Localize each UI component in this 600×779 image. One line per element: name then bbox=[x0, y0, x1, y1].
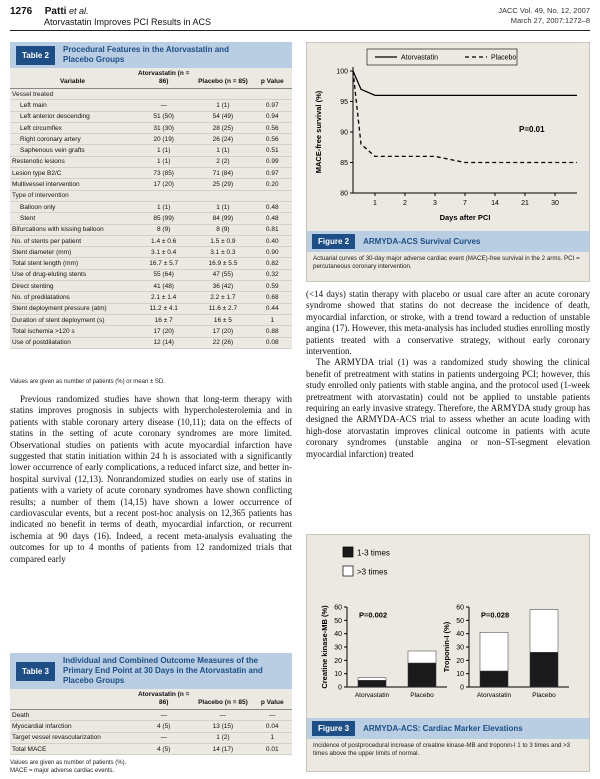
y-axis-label: MACE-free survival (%) bbox=[314, 90, 323, 174]
paragraph-statins-background: Previous randomized studies have shown that long-term therapy with statins improves prognosis in subjects with hypercholesterolemia and in patients with stable coronary artery disease (10,11); data on the effects of statins in the setting of acute coronary syndromes are more limited. Observational studies on patients with acute myocardial infarction have suggested that statin initiation within 24 h is associated with a significantly lower occurrence of early complications, a reduced infarct size, and better in-hospital survival (12,13). Nonrandomized studies on early use of statins in patients with a variety of acute coronary syndromes have shown conflicting results; a number of them (14,15) have shown a lower occurrence of cardiovascular events, but a recent post-hoc analysis on 12,365 patients has indicated no benefit in terms of death, myocardial infarction, or recurrent ischemia at 90 days (16). Indeed, a recent meta-analysis evaluating the outcomes for up to 4 months of patients from 12 randomized trials that compared early bbox=[10, 394, 292, 564]
y-tick-label: 10 bbox=[456, 671, 464, 679]
table-3-note-mace: MACE = major adverse cardiac events. bbox=[10, 768, 115, 774]
table-cell: 31 (30) bbox=[134, 122, 193, 133]
table-cell: — bbox=[134, 100, 193, 111]
table-cell: 36 (42) bbox=[193, 281, 252, 292]
table-cell: 0.94 bbox=[253, 111, 292, 122]
table-cell: 0.48 bbox=[253, 201, 292, 212]
table-row bbox=[10, 134, 292, 145]
table-cell: 25 (29) bbox=[193, 179, 252, 190]
page-number: 1276 bbox=[10, 6, 33, 17]
table-cell: — bbox=[193, 710, 252, 721]
row-label: No. of predilatations bbox=[10, 292, 134, 303]
table-row bbox=[10, 721, 292, 732]
x-tick-label: 1 bbox=[373, 200, 377, 207]
figure-2-header bbox=[307, 231, 589, 252]
table-row bbox=[10, 213, 292, 224]
table-3-col-blank bbox=[10, 689, 134, 710]
y-tick-label: 50 bbox=[334, 617, 342, 625]
row-label: Multivessel intervention bbox=[10, 179, 134, 190]
figure-3-title: ARMYDA-ACS: Cardiac Marker Elevations bbox=[363, 724, 523, 733]
y-tick-label: 60 bbox=[456, 604, 464, 612]
paragraph-armyda-trial: The ARMYDA trial (1) was a randomized study showing the clinical benefit of pretreatment with statins in patients undergoing PCI; however, this study enrolled only patients with stable angina, and the protocol used (1-week pretreatment with atorvastatin) could not be applied to unstable patients requiring an early invasive strategy. Therefore, the ARMYDA study group has designed the ARMYDA-ACS trial to assess whether an acute loading with high-dose atorvastatin improves clinical outcome in patients with acute coronary syndromes (unstable angina or non–ST-segment elevation myocardial infarction) treated bbox=[306, 357, 590, 459]
table-row bbox=[10, 247, 292, 258]
y-tick-label: 20 bbox=[334, 657, 342, 665]
table-cell: 1 (1) bbox=[193, 201, 252, 212]
y-tick-label: 0 bbox=[460, 684, 464, 692]
x-tick-label: 21 bbox=[521, 200, 529, 207]
row-label: Use of postdilatation bbox=[10, 337, 134, 348]
table-cell: 11.2 ± 4.1 bbox=[134, 303, 193, 314]
legend-swatch bbox=[343, 547, 353, 557]
table-cell: 0.48 bbox=[253, 213, 292, 224]
table-cell: 41 (48) bbox=[134, 281, 193, 292]
bar-segment-1-3x bbox=[408, 663, 436, 687]
legend-swatch bbox=[343, 566, 353, 576]
marker-bar-charts bbox=[307, 535, 589, 713]
table-2-col-pvalue: p Value bbox=[253, 68, 292, 89]
table-row bbox=[10, 235, 292, 246]
row-label: Target vessel revascularization bbox=[10, 732, 134, 743]
table-3-col-placebo: Placebo (n = 85) bbox=[193, 689, 252, 710]
table-cell: 0.97 bbox=[253, 168, 292, 179]
table-cell bbox=[134, 89, 193, 100]
row-label: Stent diameter (mm) bbox=[10, 247, 134, 258]
series-line-placebo bbox=[353, 71, 577, 163]
table-cell: 13 (15) bbox=[193, 721, 252, 732]
table-cell: 0.20 bbox=[253, 179, 292, 190]
table-row bbox=[10, 269, 292, 280]
table-2-grid bbox=[10, 68, 292, 349]
bar-segment-gt3x bbox=[408, 651, 436, 663]
table-cell: 3.1 ± 0.3 bbox=[193, 247, 252, 258]
y-axis-label-ckmb: Creatine kinase-MB (%) bbox=[320, 605, 329, 689]
table-3 bbox=[10, 653, 292, 755]
x-category-label: Placebo bbox=[532, 692, 556, 699]
table-row bbox=[10, 326, 292, 337]
table-cell: 1 (2) bbox=[193, 732, 252, 743]
row-label: Total MACE bbox=[10, 743, 134, 754]
table-cell: — bbox=[253, 710, 292, 721]
paragraph-meta-analysis: (<14 days) statin therapy with placebo or usual care after an acute coronary syndrome showed that statins do not decrease the incidence of death, myocardial infarction, or stroke, with a trend toward a reduction of unstable angina (17). However, this meta-analysis has included studies enrolling mostly patients treated with a conservative strategy, without early coronary intervention. bbox=[306, 289, 590, 357]
row-label: Duration of stent deployment (s) bbox=[10, 314, 134, 325]
table-cell: 0.04 bbox=[253, 721, 292, 732]
row-label: Bifurcations with kissing balloon bbox=[10, 224, 134, 235]
table-cell: 2 (2) bbox=[193, 156, 252, 167]
x-category-label: Atorvastatin bbox=[476, 692, 512, 699]
table-row bbox=[10, 201, 292, 212]
table-cell: 55 (64) bbox=[134, 269, 193, 280]
table-row bbox=[10, 168, 292, 179]
table-cell: 11.6 ± 2.7 bbox=[193, 303, 252, 314]
table-cell: 0.68 bbox=[253, 292, 292, 303]
table-cell: 51 (50) bbox=[134, 111, 193, 122]
legend-label: >3 times bbox=[357, 567, 388, 577]
y-tick-label: 80 bbox=[340, 190, 348, 198]
table-cell: 17 (20) bbox=[134, 326, 193, 337]
table-3-note-values: Values are given as number of patients (%). bbox=[10, 760, 127, 766]
y-tick-label: 10 bbox=[334, 671, 342, 679]
row-label: Stent deployment pressure (atm) bbox=[10, 303, 134, 314]
table-row bbox=[10, 179, 292, 190]
row-label: Total stent length (mm) bbox=[10, 258, 134, 269]
p-value-annotation: P=0.002 bbox=[359, 610, 388, 620]
table-cell: 1 bbox=[253, 314, 292, 325]
table-cell bbox=[134, 190, 193, 201]
author-names: Patti bbox=[44, 6, 67, 17]
y-tick-label: 40 bbox=[334, 631, 342, 639]
table-cell: 1 (1) bbox=[193, 145, 252, 156]
table-cell: 14 (17) bbox=[193, 743, 252, 754]
x-tick-label: 7 bbox=[463, 200, 467, 207]
figure-2-title: ARMYDA-ACS Survival Curves bbox=[363, 237, 481, 246]
table-cell: 22 (26) bbox=[193, 337, 252, 348]
table-cell: 1 (1) bbox=[134, 201, 193, 212]
row-label: Death bbox=[10, 710, 134, 721]
table-cell: 0.88 bbox=[253, 326, 292, 337]
table-row bbox=[10, 258, 292, 269]
table-row bbox=[10, 303, 292, 314]
legend-label: 1-3 times bbox=[357, 548, 390, 558]
table-2-header bbox=[10, 42, 292, 68]
journal-date: March 27, 2007:1272–8 bbox=[510, 16, 590, 25]
table-2 bbox=[10, 42, 292, 349]
table-2-col-atorvastatin: Atorvastatin (n = 86) bbox=[134, 68, 193, 89]
table-cell: 1.5 ± 0.9 bbox=[193, 235, 252, 246]
y-tick-label: 85 bbox=[340, 160, 348, 167]
table-cell: 0.90 bbox=[253, 247, 292, 258]
table-row bbox=[10, 122, 292, 133]
table-row bbox=[10, 710, 292, 721]
table-cell: 71 (84) bbox=[193, 168, 252, 179]
table-cell: 3.1 ± 0.4 bbox=[134, 247, 193, 258]
table-3-notes bbox=[10, 759, 126, 775]
y-axis-label-troponin: Troponin-I (%) bbox=[442, 621, 451, 673]
table-cell bbox=[193, 190, 252, 201]
table-3-col-atorvastatin: Atorvastatin (n = 86) bbox=[134, 689, 193, 710]
table-cell: 0.44 bbox=[253, 303, 292, 314]
row-label: Restenotic lesions bbox=[10, 156, 134, 167]
p-value-annotation: P=0.028 bbox=[481, 610, 510, 620]
x-category-label: Atorvastatin bbox=[354, 692, 390, 699]
table-cell bbox=[253, 89, 292, 100]
table-row bbox=[10, 111, 292, 122]
row-label: Myocardial infarction bbox=[10, 721, 134, 732]
table-row bbox=[10, 156, 292, 167]
y-tick-label: 30 bbox=[456, 644, 464, 652]
table-2-title: Procedural Features in the Atorvastatin and Placebo Groups bbox=[62, 45, 229, 64]
table-cell: 1 (1) bbox=[134, 156, 193, 167]
table-cell: 4 (5) bbox=[134, 743, 193, 754]
table-cell: 16.9 ± 5.5 bbox=[193, 258, 252, 269]
table-cell: 0.97 bbox=[253, 100, 292, 111]
x-tick-label: 14 bbox=[491, 200, 499, 207]
row-label: Left circumflex bbox=[10, 122, 134, 133]
figure-2-label: Figure 2 bbox=[312, 234, 355, 249]
row-label: Stent bbox=[10, 213, 134, 224]
table-cell: 20 (19) bbox=[134, 134, 193, 145]
table-cell: 1 (1) bbox=[193, 100, 252, 111]
table-cell: 26 (24) bbox=[193, 134, 252, 145]
table-row bbox=[10, 743, 292, 754]
table-cell: 4 (5) bbox=[134, 721, 193, 732]
table-cell: 28 (25) bbox=[193, 122, 252, 133]
table-row bbox=[10, 145, 292, 156]
table-row bbox=[10, 337, 292, 348]
table-cell: 2.1 ± 1.4 bbox=[134, 292, 193, 303]
table-cell: 12 (14) bbox=[134, 337, 193, 348]
table-row bbox=[10, 100, 292, 111]
y-tick-label: 20 bbox=[456, 657, 464, 665]
table-cell: 17 (20) bbox=[193, 326, 252, 337]
table-cell: 2.2 ± 1.7 bbox=[193, 292, 252, 303]
table-2-col-variable: Variable bbox=[10, 68, 134, 89]
table-2-col-placebo: Placebo (n = 85) bbox=[193, 68, 252, 89]
table-cell: 0.82 bbox=[253, 258, 292, 269]
table-cell: 47 (55) bbox=[193, 269, 252, 280]
table-cell: 1 (1) bbox=[134, 145, 193, 156]
table-3-grid bbox=[10, 689, 292, 755]
table-cell: 17 (20) bbox=[134, 179, 193, 190]
row-label: No. of stents per patient bbox=[10, 235, 134, 246]
table-cell: 0.81 bbox=[253, 224, 292, 235]
figure-3-header bbox=[307, 718, 589, 739]
table-cell: 16.7 ± 5.7 bbox=[134, 258, 193, 269]
figure-3-label: Figure 3 bbox=[312, 721, 355, 736]
table-cell: 0.51 bbox=[253, 145, 292, 156]
table-cell: 0.32 bbox=[253, 269, 292, 280]
table-cell: — bbox=[134, 732, 193, 743]
row-label: Balloon only bbox=[10, 201, 134, 212]
table-cell: 1.4 ± 0.6 bbox=[134, 235, 193, 246]
row-label: Direct stenting bbox=[10, 281, 134, 292]
table-cell: — bbox=[134, 710, 193, 721]
row-label: Total ischemia >120 s bbox=[10, 326, 134, 337]
survival-chart bbox=[307, 43, 589, 226]
y-tick-label: 90 bbox=[340, 129, 348, 137]
y-tick-label: 95 bbox=[340, 99, 348, 106]
header-rule bbox=[10, 30, 590, 31]
table-row bbox=[10, 292, 292, 303]
table-3-header bbox=[10, 653, 292, 689]
bar-segment-gt3x bbox=[530, 610, 558, 653]
y-tick-label: 100 bbox=[336, 68, 348, 76]
table-cell: 0.08 bbox=[253, 337, 292, 348]
table-row bbox=[10, 224, 292, 235]
et-al: et al. bbox=[68, 6, 89, 16]
row-label: Left main bbox=[10, 100, 134, 111]
table-cell: 16 ± 7 bbox=[134, 314, 193, 325]
x-axis-label: Days after PCI bbox=[439, 213, 491, 222]
legend-label: Atorvastatin bbox=[401, 54, 438, 62]
figure-3-caption: Incidence of postprocedural increase of creatine kinase-MB and troponin-I 1 to 3 times and >3 times above the upper limits of normal. bbox=[313, 742, 571, 757]
left-column-text bbox=[10, 394, 292, 565]
right-column-text bbox=[306, 289, 590, 460]
y-tick-label: 60 bbox=[334, 604, 342, 612]
table-3-label: Table 3 bbox=[16, 662, 55, 681]
figure-3 bbox=[306, 534, 590, 772]
table-cell: 0.01 bbox=[253, 743, 292, 754]
table-cell: 54 (49) bbox=[193, 111, 252, 122]
table-cell: 0.56 bbox=[253, 122, 292, 133]
row-label: Vessel treated bbox=[10, 89, 134, 100]
bar-segment-1-3x bbox=[358, 680, 386, 687]
y-tick-label: 30 bbox=[334, 644, 342, 652]
table-3-title: Individual and Combined Outcome Measures of the Primary End Point at 30 Days in the Atorvastatin and Placebo Groups bbox=[62, 656, 263, 685]
table-cell: 73 (85) bbox=[134, 168, 193, 179]
p-value-annotation: P=0.01 bbox=[519, 125, 545, 134]
table-cell bbox=[193, 89, 252, 100]
table-cell: 85 (99) bbox=[134, 213, 193, 224]
bar-segment-gt3x bbox=[480, 632, 508, 671]
series-line-atorvastatin bbox=[353, 71, 577, 95]
row-label: Saphenous vein grafts bbox=[10, 145, 134, 156]
y-tick-label: 40 bbox=[456, 631, 464, 639]
row-label: Type of intervention bbox=[10, 190, 134, 201]
y-tick-label: 50 bbox=[456, 617, 464, 625]
legend-label: Placebo bbox=[491, 54, 517, 62]
x-tick-label: 3 bbox=[433, 200, 437, 207]
table-row bbox=[10, 281, 292, 292]
table-cell: 8 (9) bbox=[134, 224, 193, 235]
table-cell: 8 (9) bbox=[193, 224, 252, 235]
running-header-right bbox=[498, 6, 590, 26]
running-title: Atorvastatin Improves PCI Results in ACS bbox=[44, 17, 212, 27]
row-label: Use of drug-eluting stents bbox=[10, 269, 134, 280]
table-cell: 1 bbox=[253, 732, 292, 743]
x-tick-label: 30 bbox=[551, 200, 559, 207]
table-2-label: Table 2 bbox=[16, 46, 55, 65]
bar-segment-gt3x bbox=[358, 678, 386, 681]
journal-info: JACC Vol. 49, No. 12, 2007 bbox=[498, 6, 590, 15]
y-tick-label: 0 bbox=[338, 684, 342, 692]
table-row bbox=[10, 314, 292, 325]
table-3-col-pvalue: p Value bbox=[253, 689, 292, 710]
table-row bbox=[10, 732, 292, 743]
row-label: Lesion type B2/C bbox=[10, 168, 134, 179]
bar-segment-1-3x bbox=[530, 652, 558, 687]
running-header-left bbox=[10, 6, 211, 28]
table-cell: 16 ± 5 bbox=[193, 314, 252, 325]
table-row bbox=[10, 89, 292, 100]
table-2-note: Values are given as number of patients (%) or mean ± SD. bbox=[10, 379, 165, 385]
figure-2 bbox=[306, 42, 590, 282]
table-cell: 84 (99) bbox=[193, 213, 252, 224]
table-cell: 0.40 bbox=[253, 235, 292, 246]
bar-segment-1-3x bbox=[480, 671, 508, 687]
table-cell bbox=[253, 190, 292, 201]
row-label: Right coronary artery bbox=[10, 134, 134, 145]
x-tick-label: 2 bbox=[403, 200, 407, 207]
table-cell: 0.59 bbox=[253, 281, 292, 292]
table-cell: 0.56 bbox=[253, 134, 292, 145]
row-label: Left anterior descending bbox=[10, 111, 134, 122]
figure-2-caption: Actuarial curves of 30-day major adverse cardiac event (MACE)-free survival in the 2 arms. PCI = percutaneous coronary intervention. bbox=[313, 255, 580, 270]
table-row bbox=[10, 190, 292, 201]
table-cell: 0.99 bbox=[253, 156, 292, 167]
x-category-label: Placebo bbox=[410, 692, 434, 699]
